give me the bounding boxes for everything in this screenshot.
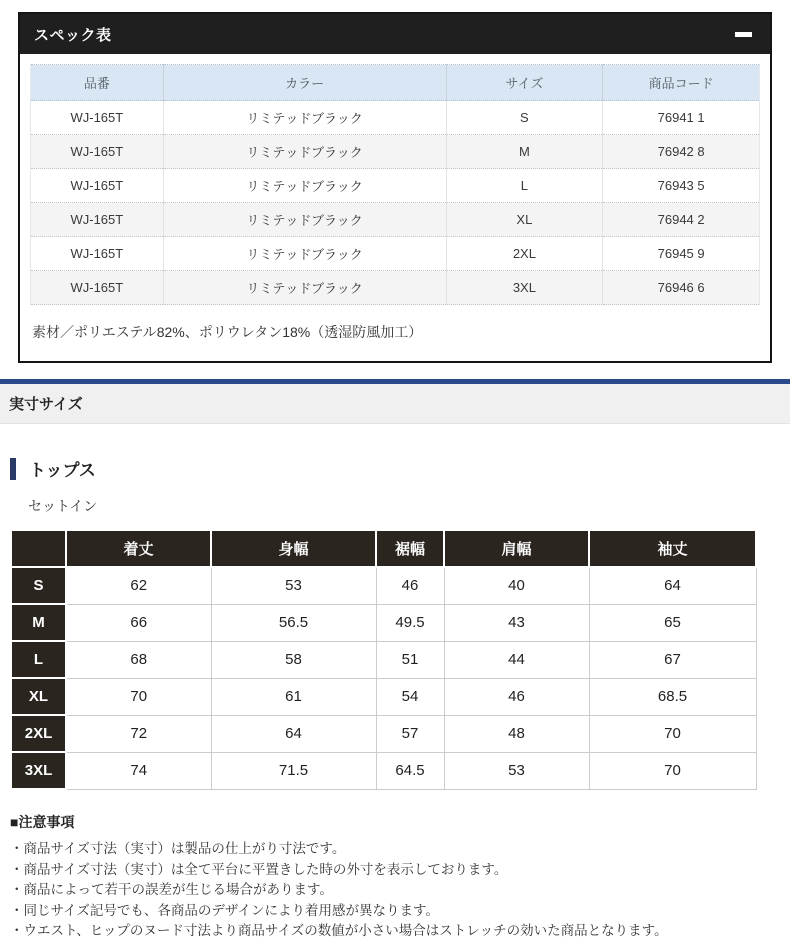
size-row-label: L <box>11 641 66 678</box>
note-item: ・商品サイズ寸法（実寸）は製品の仕上がり寸法です。 <box>10 841 346 856</box>
size-value: 51 <box>376 641 444 678</box>
spec-cell-hinban: WJ-165T <box>31 271 164 305</box>
spec-row <box>31 203 760 237</box>
size-row-label: 3XL <box>11 752 66 789</box>
spec-cell-color: リミテッドブラック <box>163 271 446 305</box>
spec-cell-code: 76942 8 <box>603 135 760 169</box>
spec-col-size: サイズ <box>446 65 603 101</box>
size-col-chest: 身幅 <box>211 530 376 567</box>
size-value: 68 <box>66 641 211 678</box>
spec-row <box>31 237 760 271</box>
size-value: 49.5 <box>376 604 444 641</box>
spec-row <box>31 135 760 169</box>
spec-table-header-row <box>31 65 760 101</box>
size-value: 40 <box>444 567 589 604</box>
note-item: ・商品サイズ寸法（実寸）は全て平台に平置きした時の外寸を表示しております。 <box>10 861 508 877</box>
notes-title: ■注意事項 <box>10 814 75 830</box>
size-col-empty <box>11 530 66 567</box>
size-value: 56.5 <box>211 604 376 641</box>
size-value: 48 <box>444 715 589 752</box>
spec-col-code: 商品コード <box>603 65 760 101</box>
spec-panel-body <box>20 54 770 361</box>
size-row-label: XL <box>11 678 66 715</box>
size-value: 53 <box>444 752 589 789</box>
note-item: ・同じサイズ記号でも、各商品のデザインにより着用感が異なります。 <box>10 902 439 918</box>
spec-row <box>31 169 760 203</box>
size-value: 70 <box>66 678 211 715</box>
size-row-label: 2XL <box>11 715 66 752</box>
subsection-accent-bar <box>10 458 16 480</box>
size-row-l <box>11 641 756 678</box>
spec-cell-hinban: WJ-165T <box>31 101 164 135</box>
spec-cell-size: XL <box>446 203 603 237</box>
spec-panel-title: スペック表 <box>34 26 112 44</box>
tops-label: トップス <box>29 461 96 480</box>
spec-cell-size: M <box>446 135 603 169</box>
spec-row <box>31 101 760 135</box>
collapse-minus-icon[interactable] <box>735 32 752 37</box>
size-row-xl <box>11 678 756 715</box>
size-value: 46 <box>444 678 589 715</box>
spec-row <box>31 271 760 305</box>
spec-cell-hinban: WJ-165T <box>31 237 164 271</box>
size-value: 61 <box>211 678 376 715</box>
size-table-header-row <box>11 530 756 567</box>
size-measurements-table <box>10 529 757 790</box>
size-value: 44 <box>444 641 589 678</box>
size-col-hem: 裾幅 <box>376 530 444 567</box>
spec-cell-size: 3XL <box>446 271 603 305</box>
spec-cell-size: 2XL <box>446 237 603 271</box>
spec-cell-color: リミテッドブラック <box>163 237 446 271</box>
size-value: 57 <box>376 715 444 752</box>
size-col-sleeve: 袖丈 <box>589 530 756 567</box>
size-value: 43 <box>444 604 589 641</box>
size-value: 64 <box>589 567 756 604</box>
spec-cell-hinban: WJ-165T <box>31 135 164 169</box>
size-value: 74 <box>66 752 211 789</box>
size-value: 70 <box>589 752 756 789</box>
size-value: 67 <box>589 641 756 678</box>
size-value: 70 <box>589 715 756 752</box>
size-value: 54 <box>376 678 444 715</box>
spec-cell-code: 76945 9 <box>603 237 760 271</box>
spec-cell-size: S <box>446 101 603 135</box>
size-row-label: M <box>11 604 66 641</box>
size-col-length: 着丈 <box>66 530 211 567</box>
size-col-shoulder: 肩幅 <box>444 530 589 567</box>
tops-subsection-title <box>10 456 790 481</box>
size-row-s <box>11 567 756 604</box>
note-item: ・ウエスト、ヒップのヌード寸法より商品サイズの数値が小さい場合はストレッチの効いた商品となります。 <box>10 923 668 938</box>
spec-cell-color: リミテッドブラック <box>163 203 446 237</box>
spec-panel-header[interactable] <box>20 14 770 54</box>
spec-cell-hinban: WJ-165T <box>31 169 164 203</box>
spec-cell-code: 76944 2 <box>603 203 760 237</box>
size-row-m <box>11 604 756 641</box>
size-value: 66 <box>66 604 211 641</box>
spec-col-color: カラー <box>163 65 446 101</box>
spec-cell-color: リミテッドブラック <box>163 169 446 203</box>
size-value: 68.5 <box>589 678 756 715</box>
size-value: 53 <box>211 567 376 604</box>
size-row-label: S <box>11 567 66 604</box>
size-value: 65 <box>589 604 756 641</box>
material-text: 素材／ポリエステル82%、ポリウレタン18%（透湿防風加工） <box>32 324 423 340</box>
size-value: 71.5 <box>211 752 376 789</box>
size-value: 72 <box>66 715 211 752</box>
size-value: 62 <box>66 567 211 604</box>
size-row-3xl <box>11 752 756 789</box>
spec-table <box>30 64 760 305</box>
spec-cell-code: 76943 5 <box>603 169 760 203</box>
spec-col-hinban: 品番 <box>31 65 164 101</box>
size-value: 64.5 <box>376 752 444 789</box>
actual-size-band <box>0 384 790 424</box>
set-in-label: セットイン <box>28 498 98 514</box>
actual-size-title: 実寸サイズ <box>9 396 83 413</box>
spec-panel <box>18 12 772 363</box>
size-row-2xl <box>11 715 756 752</box>
size-value: 46 <box>376 567 444 604</box>
size-value: 64 <box>211 715 376 752</box>
spec-cell-color: リミテッドブラック <box>163 135 446 169</box>
spec-cell-code: 76946 6 <box>603 271 760 305</box>
spec-cell-hinban: WJ-165T <box>31 203 164 237</box>
spec-cell-code: 76941 1 <box>603 101 760 135</box>
size-value: 58 <box>211 641 376 678</box>
spec-cell-size: L <box>446 169 603 203</box>
spec-cell-color: リミテッドブラック <box>163 101 446 135</box>
notes-section <box>10 812 790 942</box>
note-item: ・商品によって若干の誤差が生じる場合があります。 <box>10 882 333 897</box>
